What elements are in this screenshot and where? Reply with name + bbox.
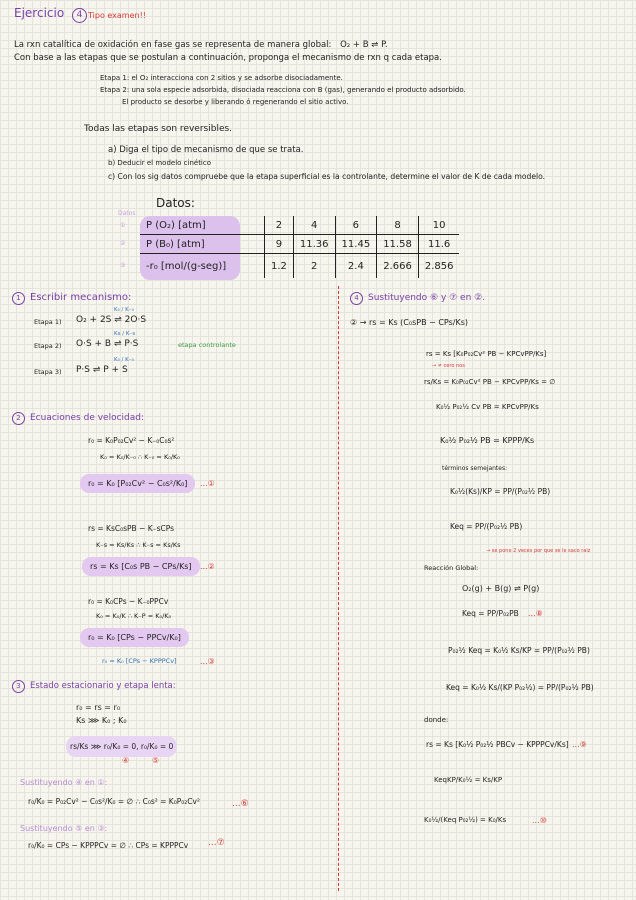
rp-equation: r₀ = K₀CPs − K₋₀PPCv [88, 597, 169, 606]
step-3-desc: El producto se desorbe y liberando ó regenerando el sitio activo. [122, 98, 349, 106]
similar-terms-title: términos semejantes: [442, 465, 508, 472]
exercise-title [14, 6, 92, 23]
table-cell: 11.36 [293, 235, 335, 254]
eq-number-9: ...⑨ [572, 740, 587, 749]
substitution-2-eq: r₀/K₀ = CPs − KPPPCv = ∅ ∴ CPs = KPPPCv [28, 841, 189, 850]
r0-constant: K₀ = K₀/K₋₀ ∴ K₋₀ = K₀/K₀ [100, 453, 180, 461]
exam-note: Tipo examen!! [88, 11, 146, 20]
mech-1-label: Etapa 1) [34, 318, 62, 326]
global-reaction-eq: O₂(g) + B(g) ⇌ P(g) [462, 584, 540, 593]
problem-line-2: Con base a las etapas que se postulan a continuación, proponga el mecanismo de rxn q cada etapa. [14, 53, 442, 63]
eq-number-3: ...③ [200, 657, 215, 666]
subst-eq-1: ② → rs = Ks (C₀sPB − CPs/Ks) [350, 318, 469, 327]
question-b: b) Deducir el modelo cinético [108, 159, 212, 167]
table-cell: 2.856 [418, 254, 459, 279]
similar-terms-eq: K₀½(Ks)/KP = PP/(P₀₂½ PB) [450, 487, 551, 496]
substitution-1-title: Sustituyendo ④ en ①: [20, 778, 108, 787]
r0-equation: r₀ = K₀P₀₂Cv² − K₋₀C₀s² [88, 436, 175, 445]
subst-eq-3: rs/Ks = K₀P₀₂Cv² PB − KPCvPP/Ks = ∅ [424, 378, 556, 386]
global-reaction-title: Reacción Global: [424, 564, 479, 572]
rp-alternate: r₀ = K₀ [CPs − KPPPCv] [102, 657, 177, 665]
subst-eq-4: K₀½ P₀₂½ Cv PB = KPCvPP/Ks [436, 403, 539, 411]
table-cell: 2 [265, 216, 294, 235]
table-row [140, 235, 459, 254]
eq-number-10: ...⑩ [532, 816, 547, 825]
steady-state-3: rs/Ks ⋙ r₀/K₀ = 0, r₀/K₀ = 0 [66, 736, 177, 757]
step-2-desc: Etapa 2: una sola especie adsorbida, disociada reacciona con B (gas), generando el producto adsorbido. [100, 86, 466, 94]
table-cell: 11.6 [418, 235, 459, 254]
datos-side-label: Datos [118, 210, 136, 217]
donde-label: donde: [424, 716, 449, 724]
row-label: P (B₀) [atm] [140, 235, 265, 254]
mech-2-k: Ks / K₋s [114, 331, 136, 337]
section-3-title-text: Estado estacionario y etapa lenta: [30, 681, 176, 691]
mech-1-k: K₀ / K₋₀ [114, 307, 134, 313]
row-label: -r₀ [mol/(g-seg)] [146, 260, 227, 272]
subst-eq-5: K₀½ P₀₂½ PB = KPPP/Ks [440, 436, 535, 445]
section-3-title [12, 680, 176, 693]
eq-number-1: ...① [200, 479, 215, 488]
controlling-step-note: etapa controlante [178, 341, 236, 349]
mech-2-eq: O·S + B ⇌ P·S [76, 339, 139, 349]
keq-derived-note: → se pone 2 veces por que se le saco raiz [486, 548, 591, 554]
mech-3-eq: P·S ⇌ P + S [76, 365, 128, 375]
reversible-note: Todas las etapas son reversibles. [84, 124, 233, 134]
global-reaction: O₂ + B ⇌ P. [340, 40, 388, 50]
section-2-title [12, 412, 144, 425]
table-row [140, 216, 459, 235]
question-c: c) Con los sig datos compruebe que la etapa superficial es la controlante, determine el valor de K de cada modelo. [108, 172, 546, 181]
row-label: P (O₂) [atm] [140, 216, 265, 235]
substitution-1-eq: r₀/K₀ = P₀₂Cv² − C₀s²/K₀ = ∅ ∴ C₀s² = K₀P₀₂Cv² [28, 797, 200, 806]
table-cell: 4 [293, 216, 335, 235]
table-cell: 2 [293, 254, 335, 279]
steady-state-num-4: ④ [122, 756, 130, 765]
rs-boxed: rs = Ks [C₀s PB − CPs/Ks] [82, 557, 200, 576]
exercise-title-text: Ejercicio [14, 6, 65, 20]
exercise-number: 4 [72, 8, 87, 23]
final-relation-2: K₀½/(Keq P₀₂½) = K₀/Ks [424, 816, 507, 824]
steady-state-1: r₀ = rs = r₀ [76, 703, 121, 712]
column-divider [338, 286, 339, 891]
section-1-title-text: Escribir mecanismo: [30, 292, 132, 303]
table-cell: 2.4 [335, 254, 377, 279]
table-cell: 8 [377, 216, 419, 235]
section-4-title-text: Sustituyendo ⑥ y ⑦ en ②. [368, 293, 486, 303]
table-cell: 2.666 [377, 254, 419, 279]
table-row [140, 254, 459, 279]
eq-number-7: ...⑦ [208, 838, 225, 848]
table-cell: 9 [265, 235, 294, 254]
mech-3-k: K₀ / K₋₀ [114, 357, 134, 363]
keq-expression-3: Keq = K₀½ Ks/(KP P₀₂½) = PP/(P₀₂½ PB) [446, 683, 594, 692]
table-cell: 6 [335, 216, 377, 235]
table-cell: 1.2 [265, 254, 294, 279]
final-relation-1: KeqKP/K₀½ = Ks/KP [434, 776, 503, 784]
subst-eq-2-note: → ≠ cero nos [432, 363, 465, 369]
eq-number-2: ...② [200, 562, 215, 571]
question-a: a) Diga el tipo de mecanismo de que se trata. [108, 145, 304, 155]
section-number-icon: 3 [12, 680, 25, 693]
subst-eq-2: rs = Ks [K₀P₀₂Cv² PB − KPCvPP/Ks] [426, 350, 547, 358]
datos-table-wrap [140, 216, 459, 278]
rs-constant: K₋s = Ks/Ks ∴ K₋s = Ks/Ks [96, 541, 181, 549]
rp-boxed: r₀ = K₀ [CPs − PPCv/K₀] [80, 628, 189, 647]
final-rate-law: rs = Ks [K₀½ P₀₂½ PBCv − KPPPCv/Ks] [426, 740, 569, 749]
table-cell: 11.58 [377, 235, 419, 254]
step-1-desc: Etapa 1: el O₂ interacciona con 2 sitios y se adsorbe disociadamente. [100, 74, 343, 82]
table-cell: 10 [418, 216, 459, 235]
section-number-icon: 1 [12, 292, 25, 305]
section-number-icon: 4 [350, 292, 363, 305]
keq-derived: Keq = PP/(P₀₂½ PB) [450, 522, 523, 531]
r0-boxed: r₀ = K₀ [P₀₂Cv² − C₀s²/K₀] [80, 474, 195, 493]
datos-title: Datos: [156, 196, 195, 210]
steady-state-2: Ks ⋙ K₀ ; K₀ [76, 716, 127, 725]
section-number-icon: 2 [12, 412, 25, 425]
rs-equation: rs = KsC₀sPB − K₋sCPs [88, 524, 175, 533]
keq-expression-1: Keq = PP/P₀₂PB [462, 609, 519, 618]
section-4-title [350, 292, 485, 305]
table-cell: 11.45 [335, 235, 377, 254]
mech-2-label: Etapa 2) [34, 342, 62, 350]
problem-line-1-text: La rxn catalítica de oxidación en fase gas se representa de manera global: [14, 40, 332, 50]
rp-constant: K₀ = K₀/K ∴ K₋P = K₀/K₀ [96, 612, 172, 620]
substitution-2-title: Sustituyendo ⑤ en ③: [20, 824, 108, 833]
eq-number-8: ...⑧ [528, 609, 543, 618]
mech-1-eq: O₂ + 2S ⇌ 2O·S [76, 315, 147, 325]
mech-3-label: Etapa 3) [34, 368, 62, 376]
steady-state-num-5: ⑤ [152, 756, 160, 765]
problem-line-1 [14, 40, 388, 50]
section-1-title [12, 292, 131, 305]
datos-side-3: ③ [120, 262, 126, 269]
keq-expression-2: P₀₂½ Keq = K₀½ Ks/KP = PP/(P₀₂½ PB) [448, 646, 590, 655]
datos-side-2: ② [120, 240, 126, 247]
datos-side-1: ① [120, 222, 126, 229]
datos-table [140, 216, 459, 278]
eq-number-6: ...⑥ [232, 799, 249, 809]
section-2-title-text: Ecuaciones de velocidad: [30, 413, 145, 423]
